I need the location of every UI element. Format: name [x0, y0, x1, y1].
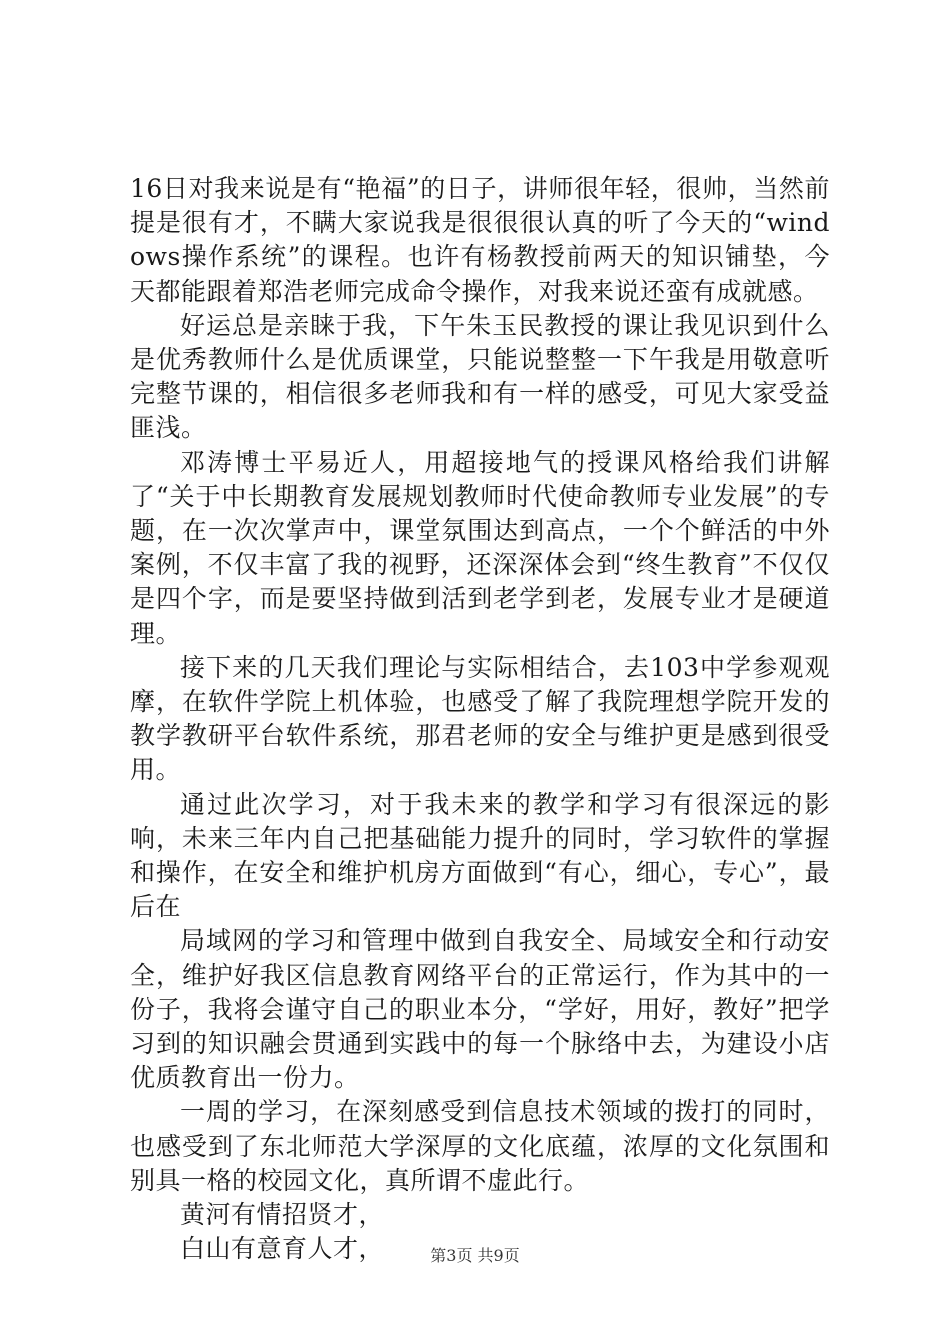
document-body [130, 172, 830, 1267]
paragraph-2: 好运总是亲睐于我，下午朱玉民教授的课让我见识到什么是优秀教师什么是优质课堂，只能说整整一下午我是用敬意听完整节课的，相信很多老师我和有一样的感受，可见大家受益匪浅。 [130, 310, 830, 443]
paragraph-5: 通过此次学习，对于我未来的教学和学习有很深远的影响，未来三年内自己把基础能力提升的同时，学习软件的掌握和操作，在安全和维护机房方面做到“有心，细心，专心”，最后在 [130, 789, 830, 922]
poem-line-1: 黄河有情招贤才， [180, 1200, 385, 1230]
poem-line-2: 白山有意育人才， [180, 1234, 385, 1264]
paragraph-6: 局域网的学习和管理中做到自我安全、局域安全和行动安全，维护好我区信息教育网络平台的正常运行，作为其中的一份子，我将会谨守自己的职业本分，“学好，用好，教好”把学习到的知识融会贯通到实践中的每一个脉络中去，为建设小店优质教育出一份力。 [130, 926, 830, 1093]
paragraph-7: 一周的学习，在深刻感受到信息技术领域的拨打的同时，也感受到了东北师范大学深厚的文化底蕴，浓厚的文化氛围和别具一格的校园文化，真所谓不虚此行。 [130, 1097, 830, 1195]
paragraph-3: 邓涛博士平易近人，用超接地气的授课风格给我们讲解了“关于中长期教育发展规划教师时代使命教师专业发展”的专题，在一次次掌声中，课堂氛围达到高点，一个个鲜活的中外案例，不仅丰富了我的视野，还深深体会到“终生教育”不仅仅是四个字，而是要坚持做到活到老学到老，发展专业才是硬道理。 [130, 447, 830, 648]
paragraph-1: 16日对我来说是有“艳福”的日子，讲师很年轻，很帅，当然前提是很有才，不瞒大家说我是很很很认真的听了今天的“windows操作系统”的课程。也许有杨教授前两天的知识铺垫，今天都能跟着郑浩老师完成命令操作，对我来说还蛮有成就感。 [130, 174, 830, 306]
paragraph-4: 接下来的几天我们理论与实际相结合，去103中学参观观摩，在软件学院上机体验，也感受了解了我院理想学院开发的教学教研平台软件系统，那君老师的安全与维护更是感到很受用。 [130, 652, 830, 785]
page-number-footer: 第3页 共9页 [430, 1246, 520, 1265]
